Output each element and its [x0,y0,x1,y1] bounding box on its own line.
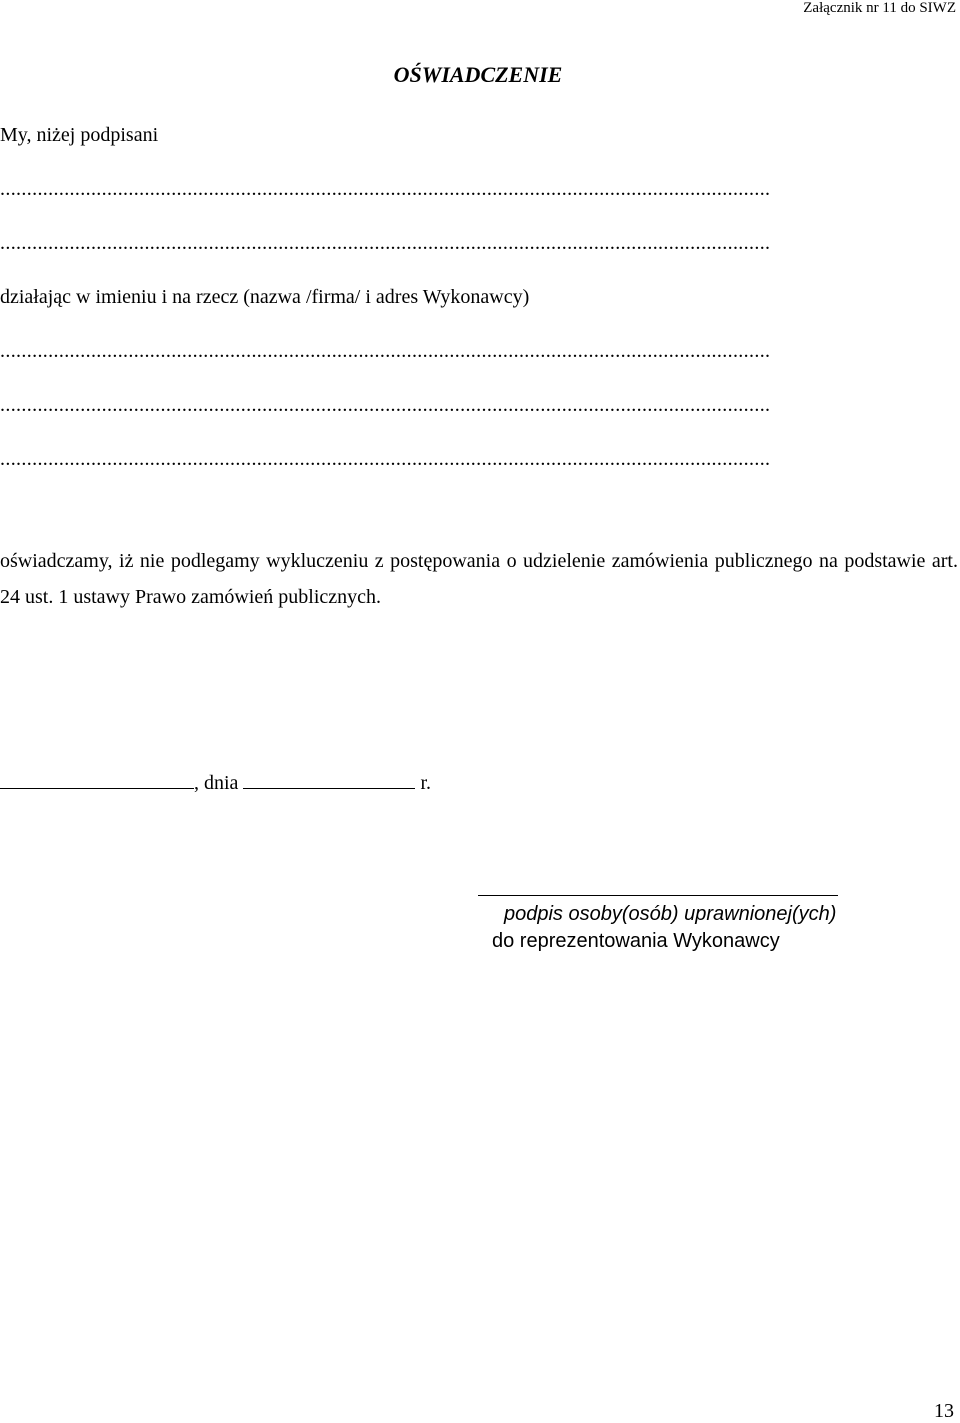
fill-in-line-contractor-1: ................................................................................................................................................ [0,340,771,362]
attachment-note: Załącznik nr 11 do SIWZ [803,0,956,16]
fill-in-line-contractor-2: ................................................................................................................................................ [0,394,771,416]
page-number: 13 [934,1400,954,1422]
date-label: , dnia [194,772,239,794]
signature-caption-1: podpis osoby(osób) uprawnionej(ych) [504,903,837,925]
place-date-line [0,770,431,795]
year-suffix: r. [420,772,431,794]
statement-paragraph: oświadczamy, iż nie podlegamy wykluczeniu z postępowania o udzielenie zamówienia publicznego na podstawie art. 24 ust. 1 ustawy Prawo zamówień publicznych. [0,550,958,608]
fill-in-line-contractor-3: ................................................................................................................................................ [0,448,771,470]
signature-caption-2: do reprezentowania Wykonawcy [492,930,780,952]
intro-text: My, niżej podpisani [0,124,159,146]
date-blank [243,770,415,789]
place-blank [0,770,194,789]
fill-in-line-signatories-1: ................................................................................................................................................ [0,178,771,200]
fill-in-line-signatories-2: ................................................................................................................................................ [0,232,771,254]
signature-line [478,895,838,896]
acting-on-behalf-text: działając w imieniu i na rzecz (nazwa /firma/ i adres Wykonawcy) [0,286,530,308]
document-title: OŚWIADCZENIE [393,62,563,87]
